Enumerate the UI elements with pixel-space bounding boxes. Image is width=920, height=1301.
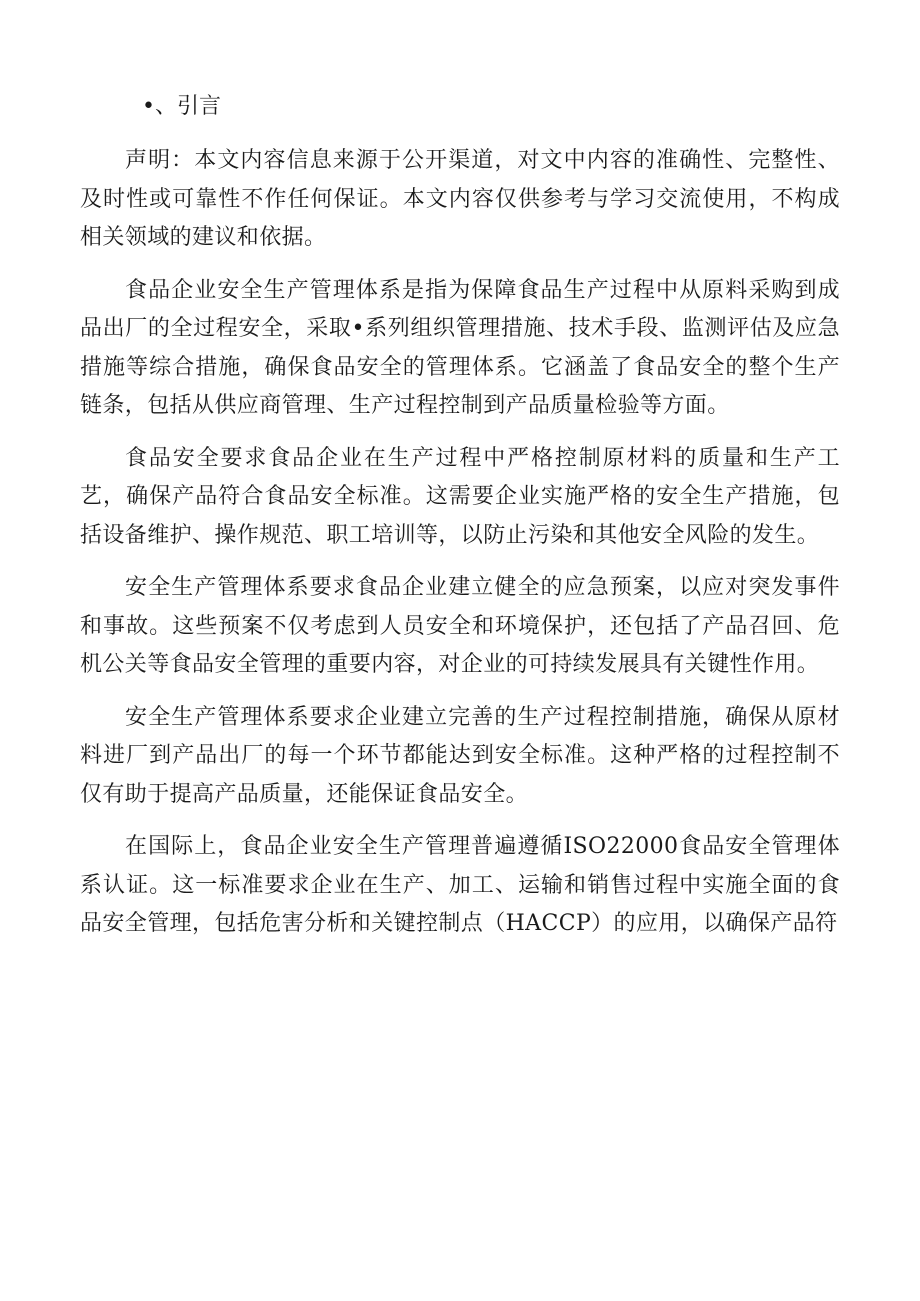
paragraph-international-standards: 在国际上，食品企业安全生产管理普遍遵循ISO22000食品安全管理体系认证。这一标准要求企业在生产、加工、运输和销售过程中实施全面的食品安全管理，包括危害分析和关键控制点（HACCP）的应用，以确保产品符: [80, 834, 840, 936]
paragraph-definition: 食品企业安全生产管理体系是指为保障食品生产过程中从原料采购到成品出厂的全过程安全，采取•系列组织管理措施、技术手段、监测评估及应急措施等综合措施，确保食品安全的管理体系。它涵盖了食品安全的整个生产链条，包括从供应商管理、生产过程控制到产品质量检验等方面。: [80, 277, 840, 418]
paragraph-food-safety-requirements: 食品安全要求食品企业在生产过程中严格控制原材料的质量和生产工艺，确保产品符合食品安全标准。这需要企业实施严格的安全生产措施，包括设备维护、操作规范、职工培训等，以防止污染和其他安全风险的发生。: [80, 445, 840, 548]
paragraph-process-control: 安全生产管理体系要求企业建立完善的生产过程控制措施，确保从原材料进厂到产品出厂的每一个环节都能达到安全标准。这种严格的过程控制不仅有助于提高产品质量，还能保证食品安全。: [80, 704, 840, 807]
paragraph-emergency-plans: 安全生产管理体系要求食品企业建立健全的应急预案，以应对突发事件和事故。这些预案不仅考虑到人员安全和环境保护，还包括了产品召回、危机公关等食品安全管理的重要内容，对企业的可持续发展具有关键性作用。: [80, 575, 840, 677]
document-page: [80, 88, 840, 958]
paragraph-disclaimer: 声明：本文内容信息来源于公开渠道，对文中内容的准确性、完整性、及时性或可靠性不作任何保证。本文内容仅供参考与学习交流使用，不构成相关领域的建议和依据。: [80, 148, 840, 250]
section-heading: •、引言: [142, 94, 221, 119]
